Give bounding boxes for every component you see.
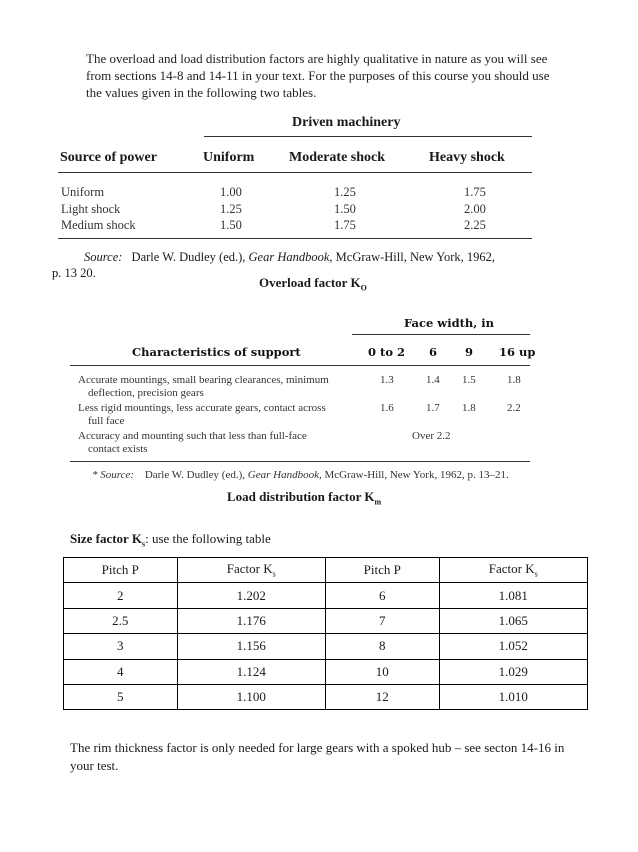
table-cell: 1.202 bbox=[177, 583, 325, 608]
overload-caption: Overload factor $K_O$ bbox=[259, 275, 367, 293]
row-desc: Accuracy and mounting such that less than full-face bbox=[78, 430, 307, 442]
table-cell: 4 bbox=[64, 659, 178, 684]
cell: 1.25 bbox=[220, 202, 242, 216]
row-desc-cont: deflection, precision gears bbox=[88, 387, 204, 399]
header-pitch: Pitch P bbox=[64, 558, 178, 583]
table-row bbox=[64, 659, 588, 684]
header-factor: Factor $K_s$ bbox=[439, 558, 588, 583]
cell: 1.5 bbox=[462, 374, 476, 386]
header-rule bbox=[58, 172, 532, 173]
table-row bbox=[64, 608, 588, 633]
table-cell: 2 bbox=[64, 583, 178, 608]
cell: 1.25 bbox=[334, 185, 356, 199]
table-cell: 10 bbox=[325, 659, 439, 684]
cell: 1.75 bbox=[334, 218, 356, 232]
overload-source: Source: Darle W. Dudley (ed.), Gear Handbook, McGraw-Hill, New York, 1962, bbox=[84, 250, 496, 264]
header-pitch: Pitch P bbox=[325, 558, 439, 583]
table-cell: 5 bbox=[64, 684, 178, 709]
col-characteristics: Characteristics of support bbox=[132, 345, 301, 359]
overload-source-pages: p. 13 20. bbox=[52, 266, 96, 280]
row-desc: Less rigid mountings, less accurate gears, contact across bbox=[78, 402, 326, 414]
cell: 1.75 bbox=[464, 185, 486, 199]
cell: 2.00 bbox=[464, 202, 486, 216]
cell: 1.6 bbox=[380, 402, 394, 414]
table-cell: 1.010 bbox=[439, 684, 588, 709]
table-row bbox=[64, 634, 588, 659]
cell: 1.50 bbox=[334, 202, 356, 216]
row-desc-cont: full face bbox=[88, 415, 125, 427]
table-cell: 1.052 bbox=[439, 634, 588, 659]
cell: 1.8 bbox=[507, 374, 521, 386]
cell-span: Over 2.2 bbox=[412, 430, 451, 442]
size-factor-table bbox=[63, 557, 588, 710]
table-cell: 12 bbox=[325, 684, 439, 709]
table-cell: 1.081 bbox=[439, 583, 588, 608]
group-rule bbox=[352, 334, 530, 335]
overload-table bbox=[52, 112, 540, 288]
header-factor: Factor $K_s$ bbox=[177, 558, 325, 583]
table-cell: 1.124 bbox=[177, 659, 325, 684]
cell: 1.3 bbox=[380, 374, 394, 386]
row-label: Medium shock bbox=[61, 218, 136, 232]
load-distribution-caption: Load distribution factor $K_m$ bbox=[227, 489, 382, 507]
cell: 1.00 bbox=[220, 185, 242, 199]
table-row bbox=[64, 684, 588, 709]
col-16-up: 16 up bbox=[499, 345, 536, 359]
table-cell: 1.156 bbox=[177, 634, 325, 659]
row-desc-cont: contact exists bbox=[88, 443, 148, 455]
col-heavy-shock: Heavy shock bbox=[429, 150, 505, 165]
col-uniform: Uniform bbox=[203, 150, 255, 165]
cell: 1.4 bbox=[426, 374, 440, 386]
bottom-rule bbox=[70, 461, 530, 462]
table-cell: 8 bbox=[325, 634, 439, 659]
rim-thickness-note: The rim thickness factor is only needed for large gears with a spoked hub – see secton 14-16 in your test. bbox=[70, 740, 565, 773]
load-source: * Source: Darle W. Dudley (ed.), Gear Handbook, McGraw-Hill, New York, 1962, p. 13–21. bbox=[92, 469, 509, 481]
cell: 1.7 bbox=[426, 402, 440, 414]
table-cell: 6 bbox=[325, 583, 439, 608]
overload-group-header: Driven machinery bbox=[292, 115, 401, 130]
table-cell: 1.176 bbox=[177, 608, 325, 633]
table-cell: 2.5 bbox=[64, 608, 178, 633]
intro-paragraph: The overload and load distribution factors are highly qualitative in nature as you will see from sections 14-8 and 14-11 in your text. For the purposes of this course you should use the values given in the following two tables. bbox=[86, 51, 550, 100]
table-cell: 7 bbox=[325, 608, 439, 633]
col-6: 6 bbox=[429, 345, 438, 359]
table-cell: 1.029 bbox=[439, 659, 588, 684]
cell: 1.50 bbox=[220, 218, 242, 232]
group-rule bbox=[204, 136, 532, 137]
size-factor-label: Size factor $K_s$: use the following table bbox=[70, 531, 271, 549]
col-0-to-2: 0 to 2 bbox=[368, 345, 405, 359]
row-label: Uniform bbox=[61, 185, 105, 199]
face-width-header: Face width, in bbox=[404, 316, 495, 330]
cell: 2.25 bbox=[464, 218, 486, 232]
table-cell: 3 bbox=[64, 634, 178, 659]
col-moderate-shock: Moderate shock bbox=[289, 150, 386, 165]
bottom-rule bbox=[58, 238, 532, 239]
row-label: Light shock bbox=[61, 202, 121, 216]
col-9: 9 bbox=[465, 345, 474, 359]
load-distribution-table bbox=[70, 312, 534, 484]
table-cell: 1.100 bbox=[177, 684, 325, 709]
col-source-of-power: Source of power bbox=[60, 150, 157, 165]
table-row bbox=[64, 583, 588, 608]
cell: 2.2 bbox=[507, 402, 521, 414]
cell: 1.8 bbox=[462, 402, 476, 414]
table-header-row bbox=[64, 558, 588, 583]
header-rule bbox=[70, 365, 530, 366]
row-desc: Accurate mountings, small bearing clearances, minimum bbox=[78, 374, 329, 386]
table-cell: 1.065 bbox=[439, 608, 588, 633]
